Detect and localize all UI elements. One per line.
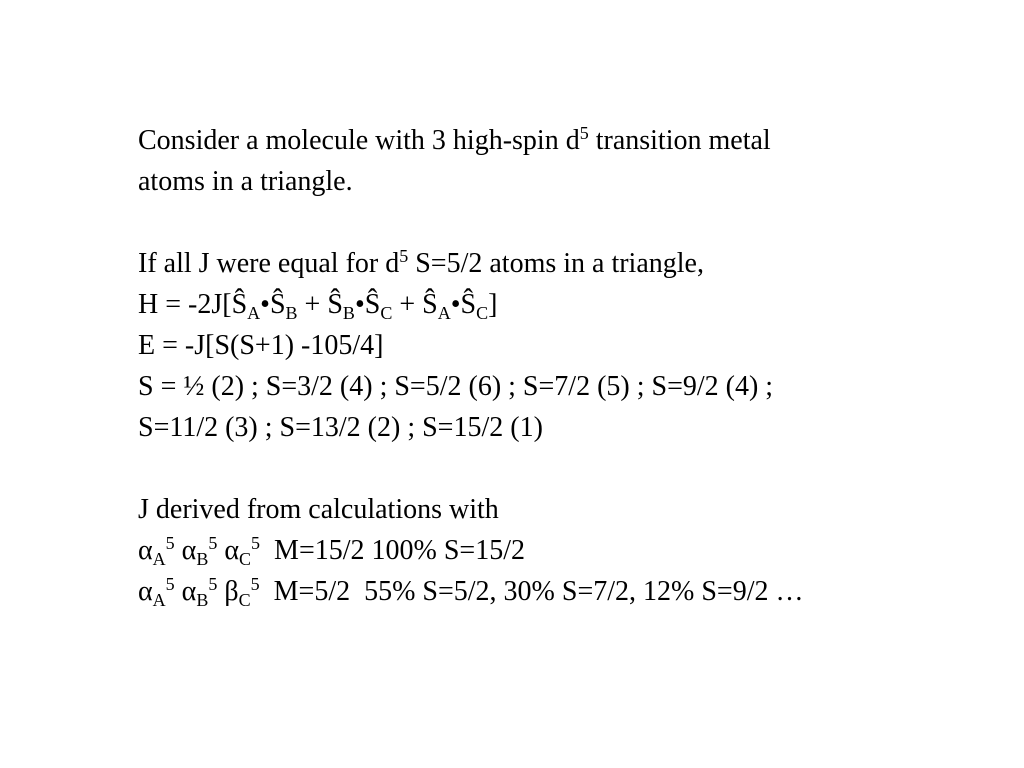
subscript-c: C xyxy=(238,590,251,610)
subscript-b: B xyxy=(196,590,209,610)
plus-sign: + xyxy=(392,289,423,320)
paragraph-gap xyxy=(138,448,1008,489)
dot-operator: • xyxy=(450,289,461,320)
spin-operator: Ŝ xyxy=(231,289,248,320)
equal-j-text-b: S=5/2 atoms in a triangle, xyxy=(408,248,704,279)
equal-j-text-a: If all J were equal for d xyxy=(138,248,400,279)
plus-sign: + xyxy=(297,289,328,320)
calculation-row-1-result: M=15/2 100% S=15/2 xyxy=(260,535,525,566)
intro-line-2: atoms in a triangle. xyxy=(138,166,353,197)
spin-operator: Ŝ xyxy=(327,289,343,320)
slide-text-body xyxy=(138,120,1008,612)
dot-operator: • xyxy=(260,289,270,320)
hamiltonian-prefix: H = -2J[ xyxy=(138,289,232,320)
alpha-symbol: α xyxy=(181,576,197,607)
spin-operator: Ŝ xyxy=(269,289,286,320)
equal-j-line xyxy=(138,243,1008,284)
subscript-a: A xyxy=(152,549,166,569)
superscript-5: 5 xyxy=(250,574,260,594)
superscript-5: 5 xyxy=(251,533,261,553)
calculation-row-2-result: M=5/2 55% S=5/2, 30% S=7/2, 12% S=9/2 … xyxy=(259,576,804,607)
intro-text-b: transition metal xyxy=(588,125,771,156)
hamiltonian-close: ] xyxy=(488,289,498,320)
subscript-b: B xyxy=(285,303,298,323)
subscript-a: A xyxy=(152,590,166,610)
intro-line-1 xyxy=(138,120,1008,161)
superscript-5: 5 xyxy=(165,574,175,594)
subscript-b: B xyxy=(196,549,209,569)
subscript-b: B xyxy=(342,303,355,323)
paragraph-gap xyxy=(138,202,1008,243)
beta-symbol: β xyxy=(224,576,239,607)
derived-heading: J derived from calculations with xyxy=(138,494,499,525)
subscript-a: A xyxy=(437,303,451,323)
hamiltonian-equation xyxy=(138,284,1008,325)
calculation-row-2 xyxy=(138,571,1008,612)
intro-superscript: 5 xyxy=(579,123,589,143)
energy-equation: E = -J[S(S+1) -105/4] xyxy=(138,330,384,361)
spin-multiplicity-line-1: S = ½ (2) ; S=3/2 (4) ; S=5/2 (6) ; S=7/2 (5) ; S=9/2 (4) ; xyxy=(138,371,774,402)
alpha-symbol: α xyxy=(224,535,240,566)
superscript-5: 5 xyxy=(208,574,218,594)
alpha-symbol: α xyxy=(138,576,153,607)
calculation-row-1 xyxy=(138,530,1008,571)
spin-multiplicity-line-2: S=11/2 (3) ; S=13/2 (2) ; S=15/2 (1) xyxy=(138,412,543,443)
subscript-c: C xyxy=(476,303,489,323)
superscript-5: 5 xyxy=(208,533,218,553)
subscript-c: C xyxy=(380,303,393,323)
spin-operator: Ŝ xyxy=(460,289,477,320)
intro-text-a: Consider a molecule with 3 high-spin d xyxy=(138,125,580,156)
dot-operator: • xyxy=(354,289,365,320)
subscript-c: C xyxy=(239,549,252,569)
spin-operator: Ŝ xyxy=(364,289,381,320)
superscript-5: 5 xyxy=(165,533,175,553)
alpha-symbol: α xyxy=(138,535,153,566)
alpha-symbol: α xyxy=(181,535,197,566)
equal-j-superscript: 5 xyxy=(399,246,409,266)
subscript-a: A xyxy=(247,303,261,323)
spin-operator: Ŝ xyxy=(422,289,438,320)
